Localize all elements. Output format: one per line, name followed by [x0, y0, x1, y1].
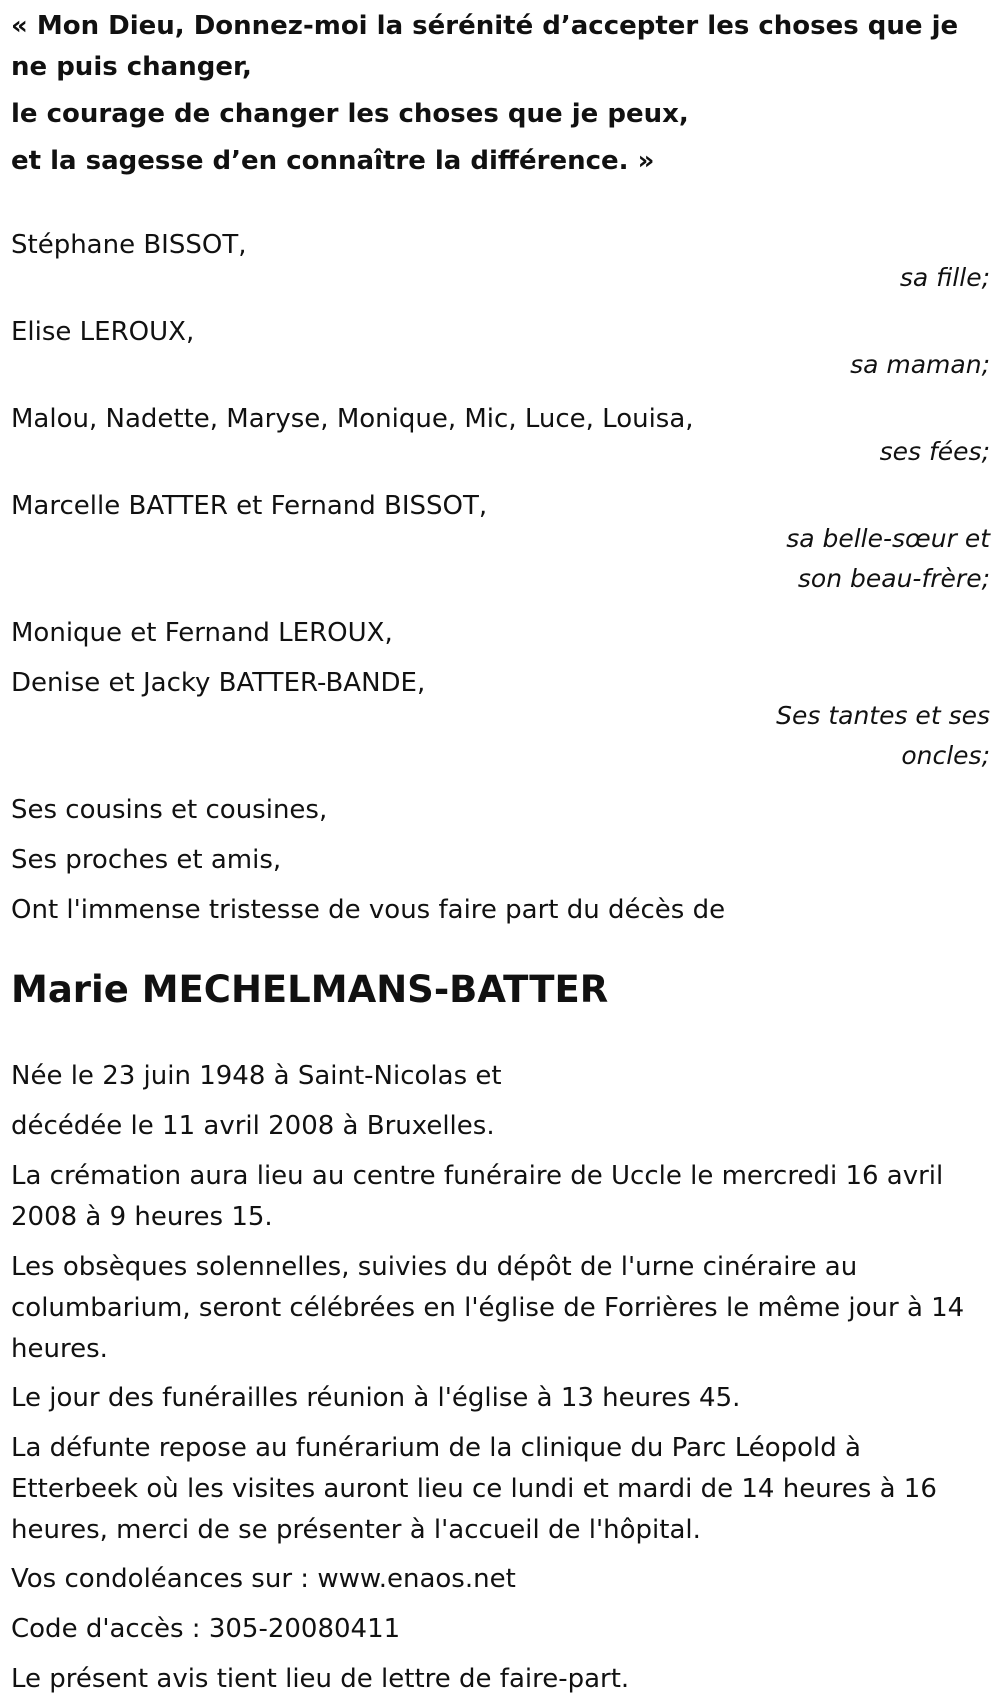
relation-beau-frere: son beau-frère; [797, 564, 990, 593]
family-member-fees: Malou, Nadette, Maryse, Monique, Mic, Luce, Louisa, [11, 404, 694, 434]
family-proches: Ses proches et amis, [11, 845, 282, 875]
relation-tantes: Ses tantes et ses [776, 701, 990, 730]
relation-maman: sa maman; [850, 350, 990, 379]
announcement-line: Ont l'immense tristesse de vous faire part du décès de [11, 895, 726, 925]
relation-belle-soeur: sa belle-sœur et [786, 524, 990, 553]
relation-fille: sa fille; [899, 263, 990, 292]
reunion-line: Le jour des funérailles réunion à l'église à 13 heures 45. [11, 1383, 741, 1413]
family-member-elise: Elise LEROUX, [11, 317, 195, 347]
relation-fees: ses fées; [879, 437, 990, 466]
visitation-paragraph: La défunte repose au funérarium de la clinique du Parc Léopold à Etterbeek où les visites auront lieu ce lundi et mardi de 14 heures à 16 heures, merci de se présenter à l'accueil de l'hôpital. [11, 1433, 937, 1545]
prayer-line-2: le courage de changer les choses que je peux, [11, 99, 689, 129]
deceased-name: Marie MECHELMANS-BATTER [11, 968, 609, 1011]
cremation-paragraph: La crémation aura lieu au centre funéraire de Uccle le mercredi 16 avril 2008 à 9 heures 15. [11, 1161, 944, 1232]
death-line: décédée le 11 avril 2008 à Bruxelles. [11, 1111, 495, 1141]
funeral-paragraph: Les obsèques solennelles, suivies du dépôt de l'urne cinéraire au columbarium, seront célébrées en l'église de Forrières le même jour à 14 heures. [11, 1252, 965, 1364]
condolences-line: Vos condoléances sur : www.enaos.net [11, 1564, 516, 1594]
notice-line: Le présent avis tient lieu de lettre de faire-part. [11, 1664, 630, 1694]
access-code-line: Code d'accès : 305-20080411 [11, 1614, 401, 1644]
family-cousins: Ses cousins et cousines, [11, 795, 328, 825]
prayer-line-1: « Mon Dieu, Donnez-moi la sérénité d’accepter les choses que je ne puis changer, [11, 11, 959, 82]
relation-oncles: oncles; [901, 741, 990, 770]
serenity-prayer [11, 6, 986, 182]
family-member-stephane: Stéphane BISSOT, [11, 230, 247, 260]
family-member-denise: Denise et Jacky BATTER-BANDE, [11, 668, 426, 698]
family-member-monique: Monique et Fernand LEROUX, [11, 618, 393, 648]
prayer-line-3: et la sagesse d’en connaître la différence. » [11, 146, 655, 176]
birth-line: Née le 23 juin 1948 à Saint-Nicolas et [11, 1061, 502, 1091]
family-member-marcelle: Marcelle BATTER et Fernand BISSOT, [11, 491, 488, 521]
